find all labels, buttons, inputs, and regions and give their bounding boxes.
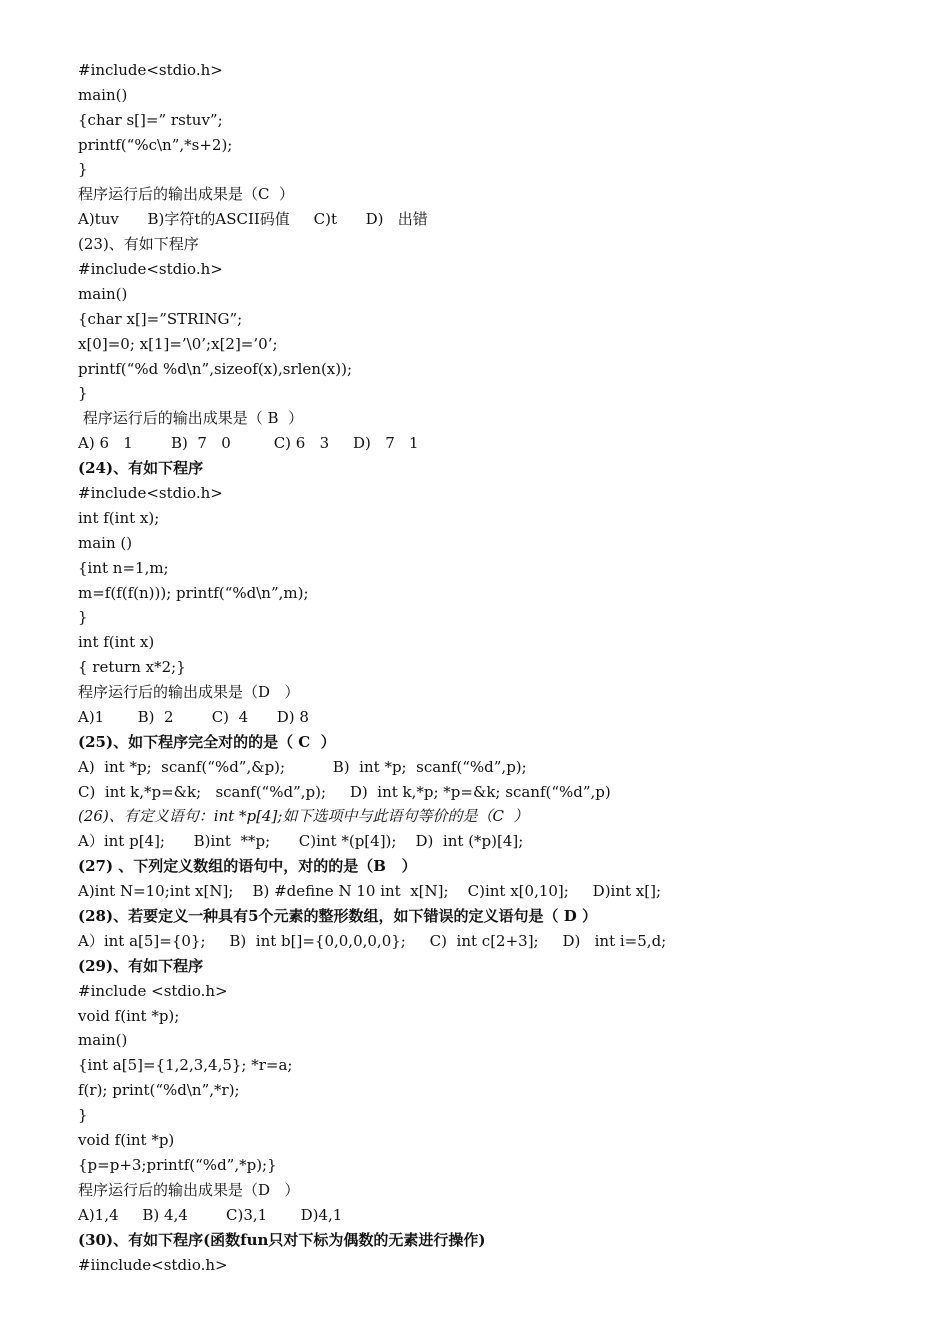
text-line: } xyxy=(78,160,88,178)
text-line: main() xyxy=(78,1031,128,1049)
text-line: { return x*2;} xyxy=(78,658,186,676)
text-line: {p=p+3;printf(“%d”,*p);} xyxy=(78,1156,277,1174)
text-line: int f(int x) xyxy=(78,633,155,651)
text-line: 程序运行后的输出成果是（D ） xyxy=(78,1181,300,1199)
question-heading: (24)、有如下程序 xyxy=(78,459,204,477)
text-line: } xyxy=(78,384,88,402)
question-heading: (25)、如下程序完全对的的是（ C ） xyxy=(78,733,336,751)
answer-options-line: A）int p[4]; B)int **p; C)int *(p[4]); D) int (*p)[4]; xyxy=(78,832,524,850)
text-line: printf(“%d %d\n”,sizeof(x),srlen(x)); xyxy=(78,360,353,378)
question-heading: (30)、有如下程序(函数fun只对下标为偶数的无素进行操作) xyxy=(78,1231,486,1249)
text-line: } xyxy=(78,1106,88,1124)
text-line: #iinclude<stdio.h> xyxy=(78,1256,228,1274)
text-line: #include<stdio.h> xyxy=(78,484,223,502)
text-line: #include<stdio.h> xyxy=(78,260,223,278)
text-line: f(r); print(“%d\n”,*r); xyxy=(78,1081,240,1099)
text-line: 程序运行后的输出成果是（D ） xyxy=(78,683,300,701)
text-line: {char x[]=”STRING”; xyxy=(78,310,243,328)
text-line: void f(int *p); xyxy=(78,1007,180,1025)
answer-options-line: A)tuv B)字符t的ASCII码值 C)t D) 出错 xyxy=(78,210,428,228)
answer-options-line: A)1 B) 2 C) 4 D) 8 xyxy=(78,708,309,726)
text-line: {int n=1,m; xyxy=(78,559,169,577)
question-heading: (28)、若要定义一种具有5个元素的整形数组，如下错误的定义语句是（ D ） xyxy=(78,907,597,925)
answer-options-line: A) int *p; scanf(“%d”,&p); B) int *p; scanf(“%d”,p); xyxy=(78,758,527,776)
text-line: x[0]=0; x[1]=’\0’;x[2]=’0’; xyxy=(78,335,278,353)
text-line: void f(int *p) xyxy=(78,1131,175,1149)
question-heading: (26)、有定义语句：int *p[4];如下选项中与此语句等价的是（C ） xyxy=(78,807,529,825)
text-line: main() xyxy=(78,285,128,303)
text-line: 程序运行后的输出成果是（C ） xyxy=(78,185,295,203)
text-line: {char s[]=” rstuv”; xyxy=(78,111,223,129)
answer-options-line: A)1,4 B) 4,4 C)3,1 D)4,1 xyxy=(78,1206,343,1224)
text-line: #include <stdio.h> xyxy=(78,982,228,1000)
question-heading: (23)、有如下程序 xyxy=(78,235,199,253)
text-line: printf(“%c\n”,*s+2); xyxy=(78,136,233,154)
text-line: main() xyxy=(78,86,128,104)
text-line: {int a[5]={1,2,3,4,5}; *r=a; xyxy=(78,1056,293,1074)
text-line: } xyxy=(78,608,88,626)
text-line: m=f(f(f(n))); printf(“%d\n”,m); xyxy=(78,584,309,602)
answer-options-line: A）int a[5]={0}; B) int b[]={0,0,0,0,0}; C) int c[2+3]; D) int i=5,d; xyxy=(78,932,667,950)
answer-options-line: A) 6 1 B) 7 0 C) 6 3 D) 7 1 xyxy=(78,434,419,452)
text-line: #include<stdio.h> xyxy=(78,61,223,79)
text-line: int f(int x); xyxy=(78,509,160,527)
question-heading: (27) 、下列定义数组的语句中，对的的是（B ） xyxy=(78,857,417,875)
answer-options-line: C) int k,*p=&k; scanf(“%d”,p); D) int k,*p; *p=&k; scanf(“%d”,p) xyxy=(78,783,611,801)
text-line: 程序运行后的输出成果是（ B ） xyxy=(78,409,304,427)
question-heading: (29)、有如下程序 xyxy=(78,957,204,975)
answer-options-line: A)int N=10;int x[N]; B) #define N 10 int x[N]; C)int x[0,10]; D)int x[]; xyxy=(78,882,662,900)
text-line: main () xyxy=(78,534,133,552)
